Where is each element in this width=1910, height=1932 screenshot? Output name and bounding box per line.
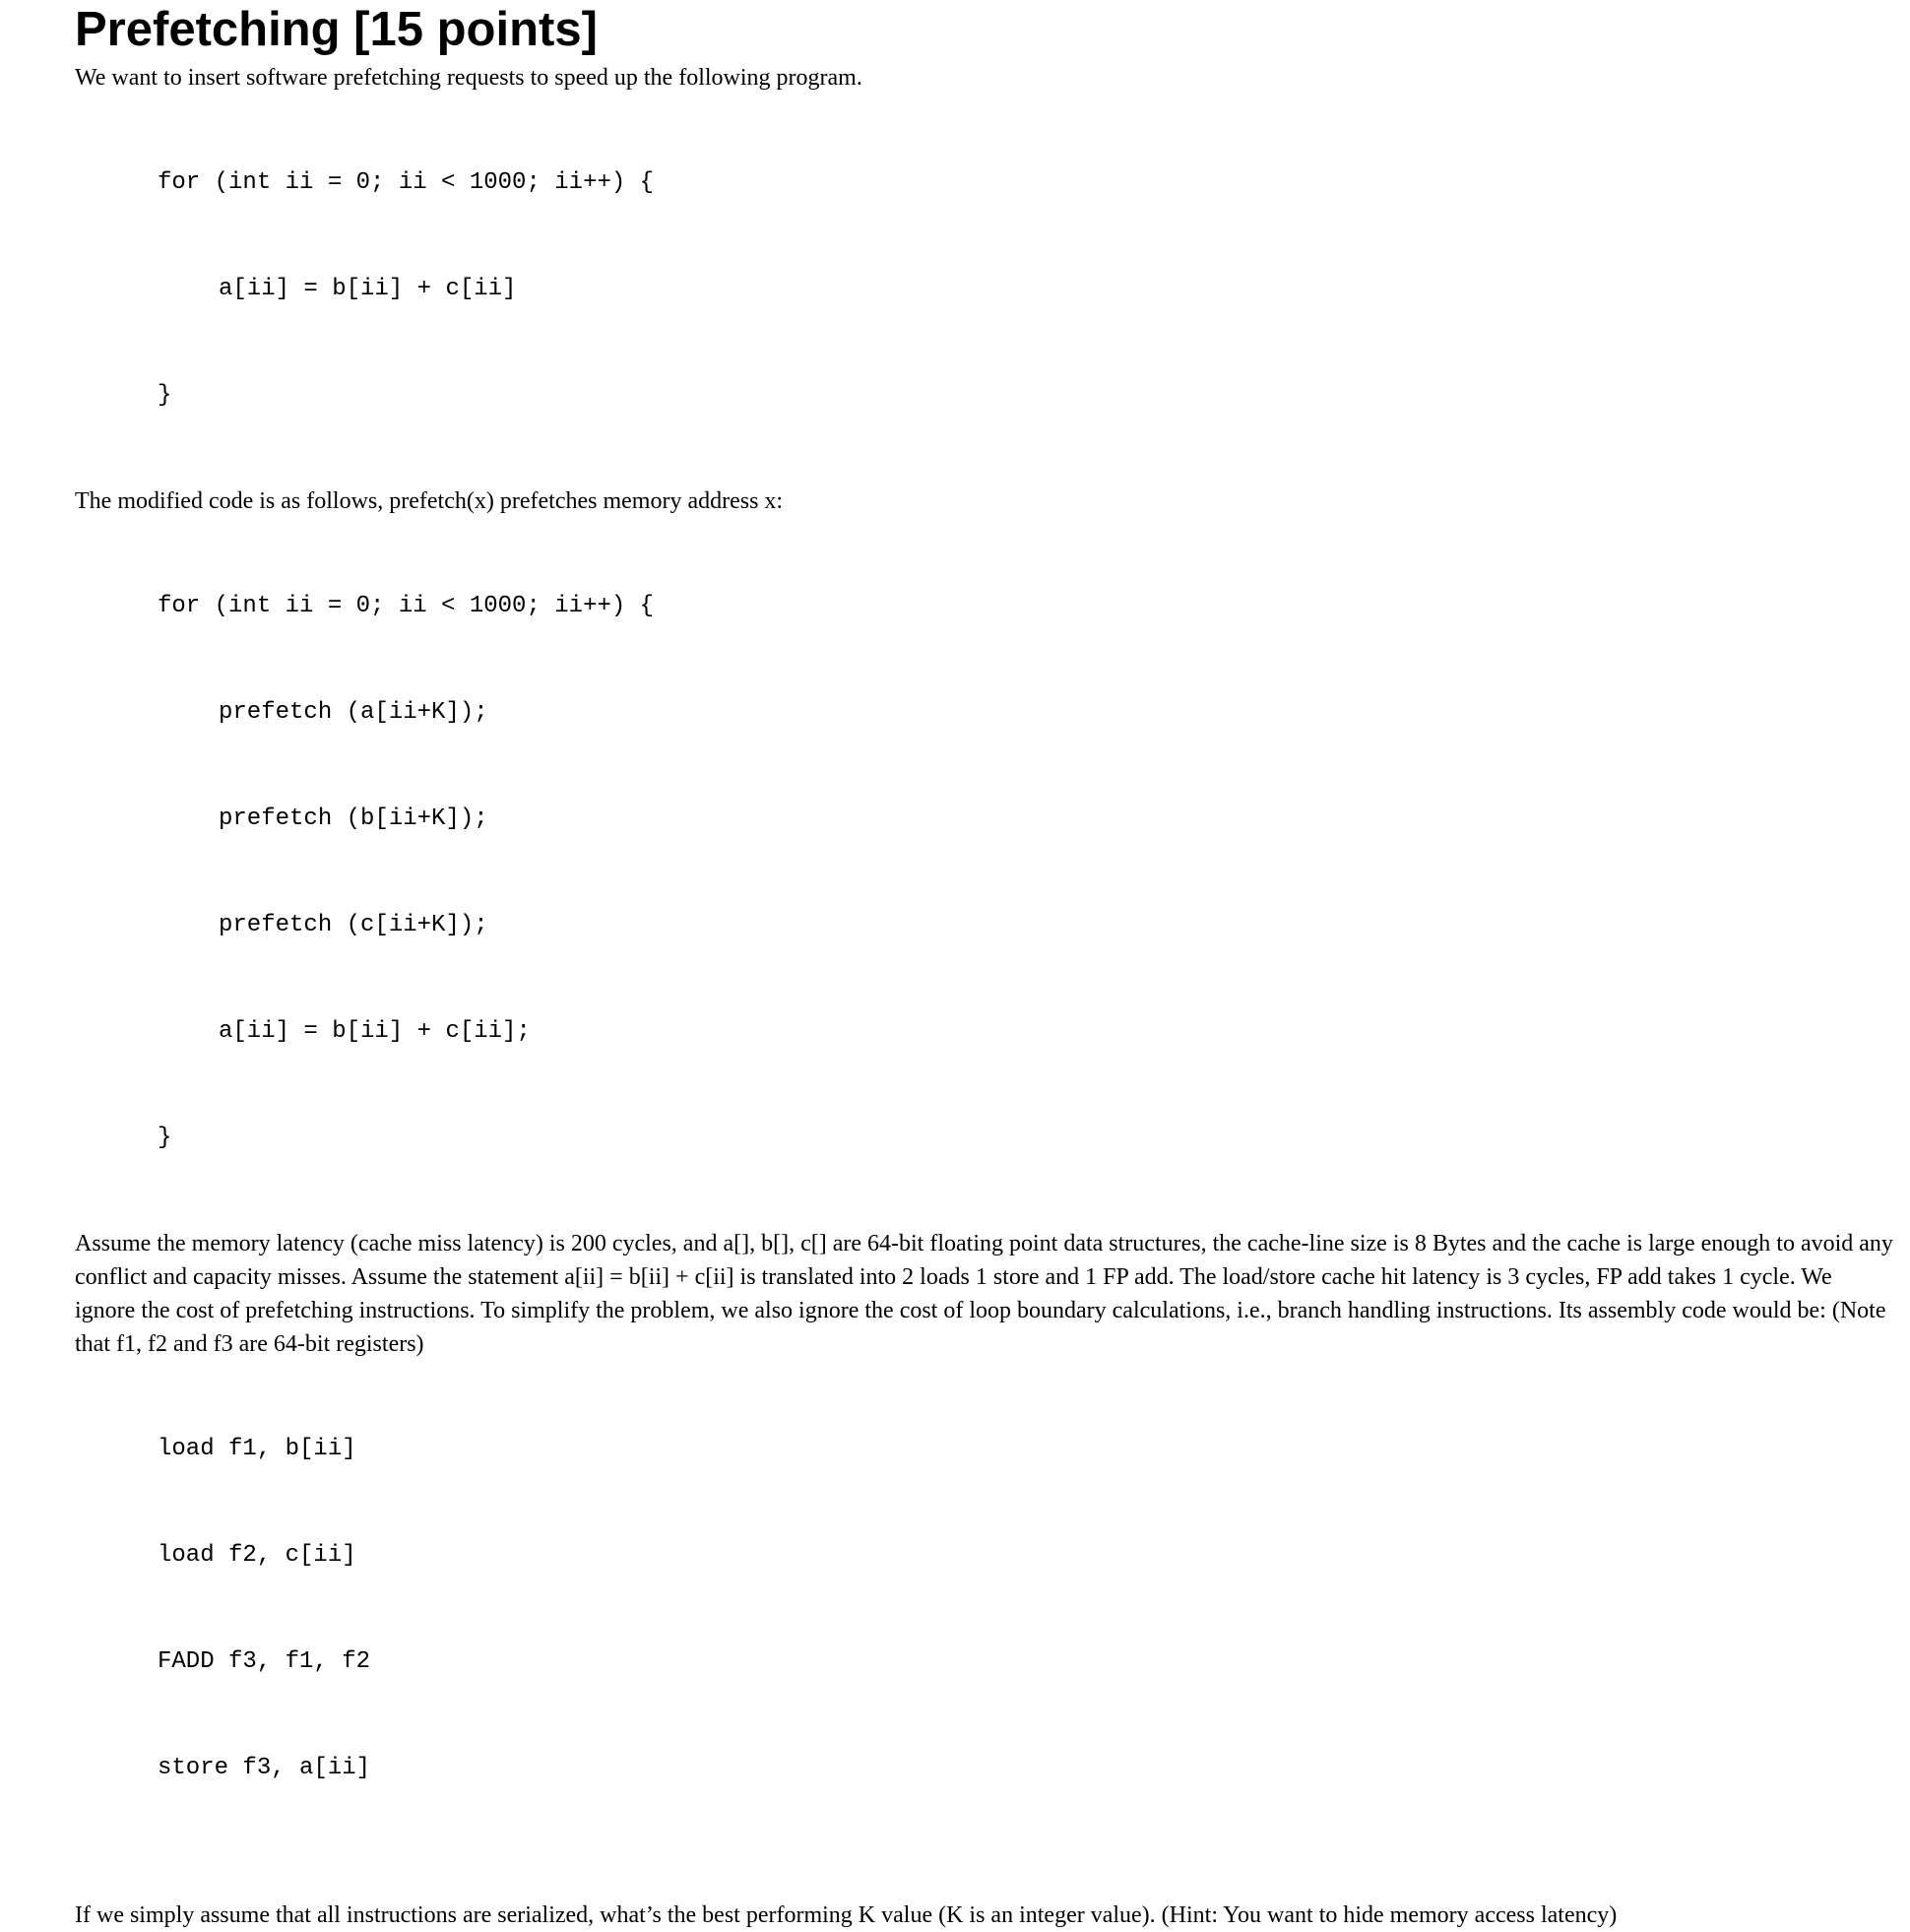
code-line: a[ii] = b[ii] + c[ii] — [219, 276, 517, 302]
code-line: load f1, b[ii] — [158, 1436, 356, 1462]
original-code-block — [75, 95, 1896, 484]
code-line: prefetch (a[ii+K]); — [219, 699, 488, 726]
modified-code-intro: The modified code is as follows, prefetch(x) prefetches memory address x: — [75, 488, 784, 514]
code-line: FADD f3, f1, f2 — [158, 1648, 371, 1675]
code-line: } — [158, 1125, 172, 1151]
spacer — [75, 1857, 1896, 1893]
modified-code-block — [75, 518, 1896, 1227]
code-line: } — [158, 382, 172, 409]
assembly-code-block — [75, 1361, 1896, 1857]
code-line: for (int ii = 0; ii < 1000; ii++) { — [158, 169, 655, 196]
code-line: a[ii] = b[ii] + c[ii]; — [219, 1018, 531, 1045]
code-line: prefetch (c[ii+K]); — [219, 912, 488, 938]
page-title: Prefetching [15 points] — [75, 3, 598, 56]
code-line: prefetch (b[ii+K]); — [219, 805, 488, 832]
assumptions-paragraph: Assume the memory latency (cache miss latency) is 200 cycles, and a[], b[], c[] are 64-bit floating point data structures, the cache-line size is 8 Bytes and the cache is large enough to avoid any conflict and capacity misses. Assume the statement a[ii] = b[ii] + c[ii] is translated into 2 loads 1 store and 1 FP add. The load/store cache hit latency is 3 cycles, FP add takes 1 cycle. We ignore the cost of prefetching instructions. To simplify the problem, we also ignore the cost of loop boundary calculations, i.e., branch handling instructions. Its assembly code would be: (Note that f1, f2 and f3 are 64-bit registers) — [75, 1231, 1893, 1357]
code-line: for (int ii = 0; ii < 1000; ii++) { — [158, 593, 655, 619]
code-line: store f3, a[ii] — [158, 1755, 371, 1781]
intro-paragraph: We want to insert software prefetching requests to speed up the following program. — [75, 65, 862, 91]
question-paragraph: If we simply assume that all instructions are serialized, what’s the best performing K value (K is an integer value). (Hint: You want to hide memory access latency) — [75, 1902, 1618, 1928]
code-line: load f2, c[ii] — [158, 1542, 356, 1569]
document-page — [75, 0, 1896, 1932]
